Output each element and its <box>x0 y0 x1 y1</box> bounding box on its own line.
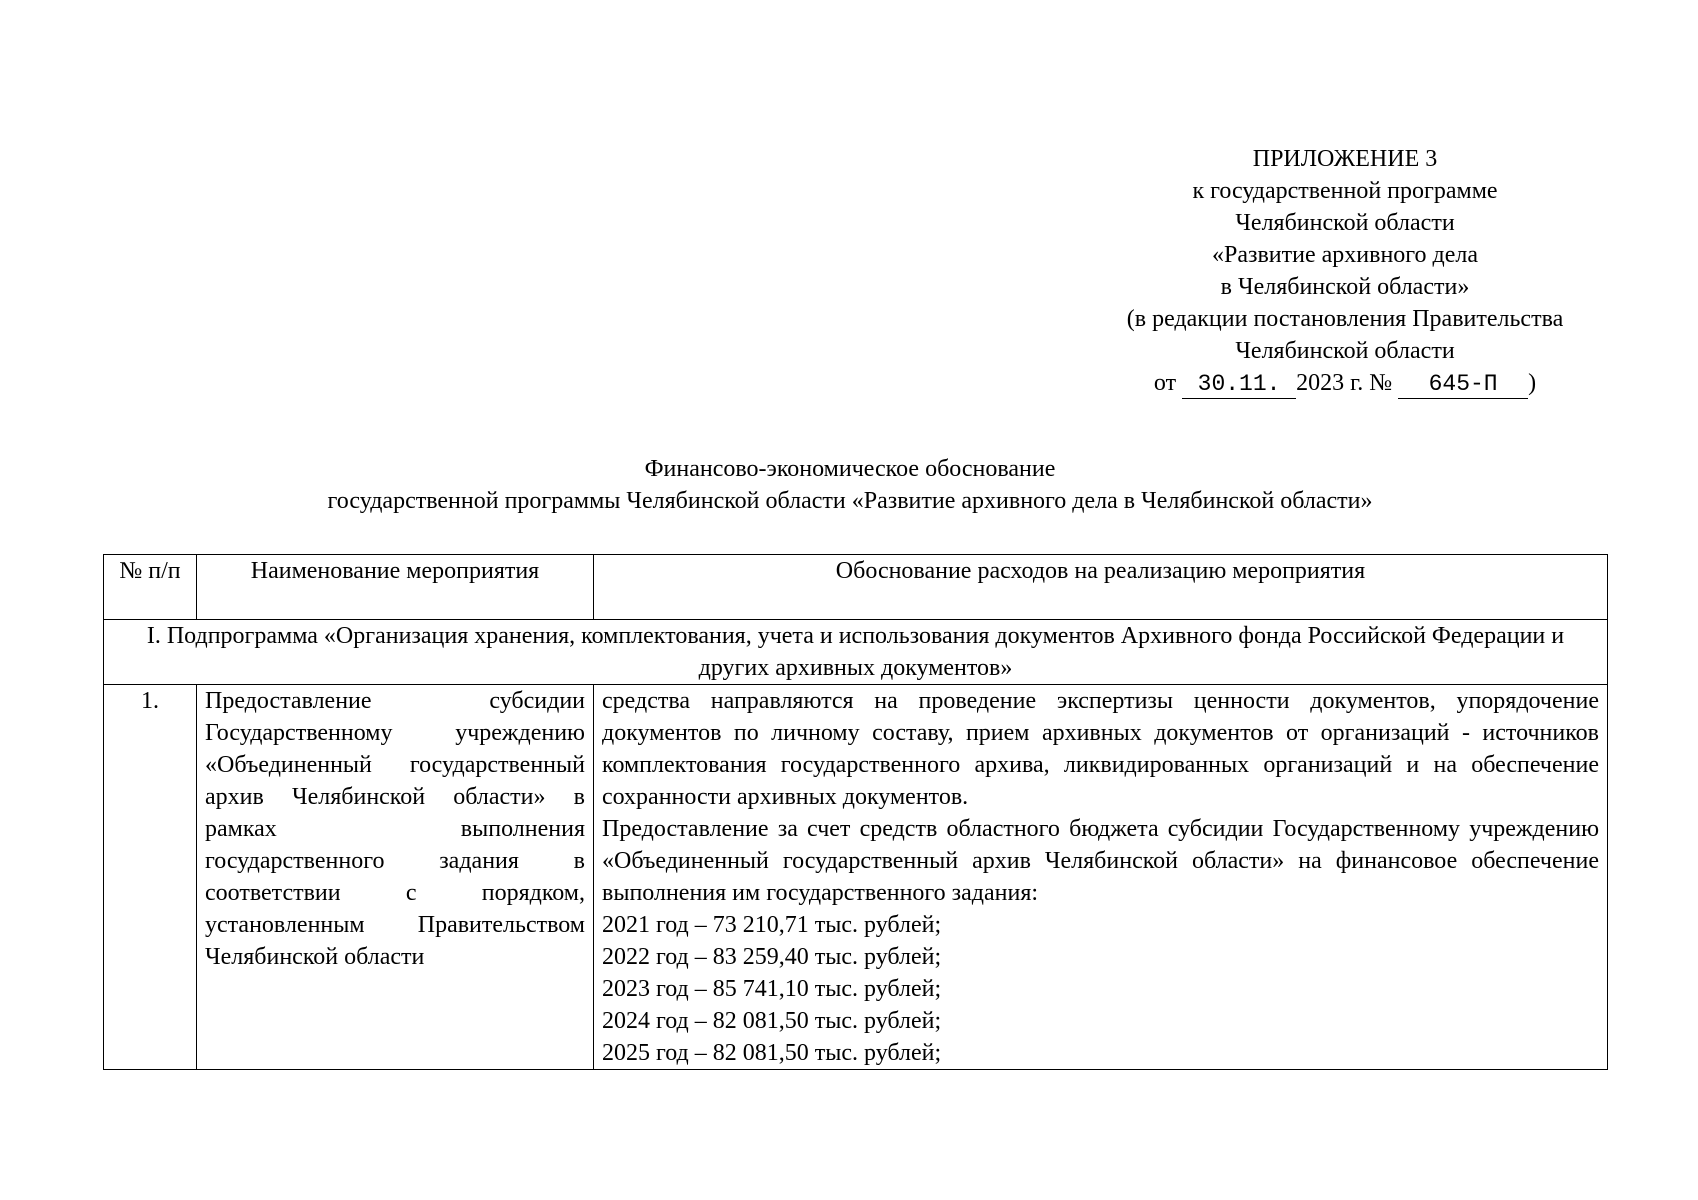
subprogram-row <box>104 620 1608 685</box>
list-item: 2023 год – 85 741,10 тыс. рублей; <box>602 976 942 1002</box>
row-num: 1. <box>104 685 197 1070</box>
year-text: 2023 г. № <box>1296 370 1393 396</box>
closing-paren: ) <box>1528 370 1537 396</box>
from-prefix: от <box>1153 370 1177 396</box>
table-row <box>104 685 1608 1070</box>
number-filled: 645-П <box>1398 370 1528 399</box>
appendix-line-2: Челябинской области <box>1235 210 1455 236</box>
appendix-header <box>1085 143 1605 399</box>
justification-paragraph-2: Предоставление за счет средств областного бюджета субсидии Государственному учреждению «Объединенный государственный архив Челябинской области» на финансовое обеспечение выполнения им государственного задания: <box>602 816 1599 906</box>
row-justification <box>594 685 1608 1070</box>
row-name <box>197 685 594 1070</box>
document-title-line-2: государственной программы Челябинской области «Развитие архивного дела в Челябинской области» <box>327 488 1373 514</box>
list-item: 2022 год – 83 259,40 тыс. рублей; <box>602 944 942 970</box>
appendix-line-5: (в редакции постановления Правительства <box>1126 306 1564 332</box>
document-title <box>100 453 1600 517</box>
list-item: 2024 год – 82 081,50 тыс. рублей; <box>602 1008 942 1034</box>
justification-paragraph-1: средства направляются на проведение экспертизы ценности документов, упорядочение документов по личному составу, прием архивных документов от организаций - источников комплектования государственного архива, ликвидированных организаций и на обеспечение сохранности архивных документов. <box>602 688 1599 810</box>
header-num: № п/п <box>104 555 197 620</box>
appendix-line-6: Челябинской области <box>1235 338 1455 364</box>
header-justification: Обоснование расходов на реализацию мероприятия <box>594 555 1608 620</box>
appendix-date-line <box>1085 367 1605 399</box>
amounts-list <box>602 909 1599 1069</box>
appendix-line-3: «Развитие архивного дела <box>1211 242 1479 268</box>
row-name-text: Предоставление субсидии Государственному учреждению «Объединенный государственный архив Челябинской области» в рамках выполнения государственного задания в соответствии с порядком, установленным Правительством Челябинской области <box>205 688 585 970</box>
list-item: 2021 год – 73 210,71 тыс. рублей; <box>602 912 942 938</box>
table-header-row <box>104 555 1608 620</box>
subprogram-title: I. Подпрограмма «Организация хранения, комплектования, учета и использования документов Архивного фонда Российской Федерации и других архивных документов» <box>104 620 1608 685</box>
date-filled: 30.11. <box>1182 370 1296 399</box>
header-name: Наименование мероприятия <box>197 555 594 620</box>
appendix-line-4: в Челябинской области» <box>1220 274 1470 300</box>
list-item: 2025 год – 82 081,50 тыс. рублей; <box>602 1040 942 1066</box>
appendix-title: ПРИЛОЖЕНИЕ 3 <box>1252 146 1438 172</box>
appendix-line-1: к государственной программе <box>1192 178 1498 204</box>
justification-table <box>103 554 1608 1070</box>
document-title-line-1: Финансово-экономическое обоснование <box>644 456 1056 482</box>
